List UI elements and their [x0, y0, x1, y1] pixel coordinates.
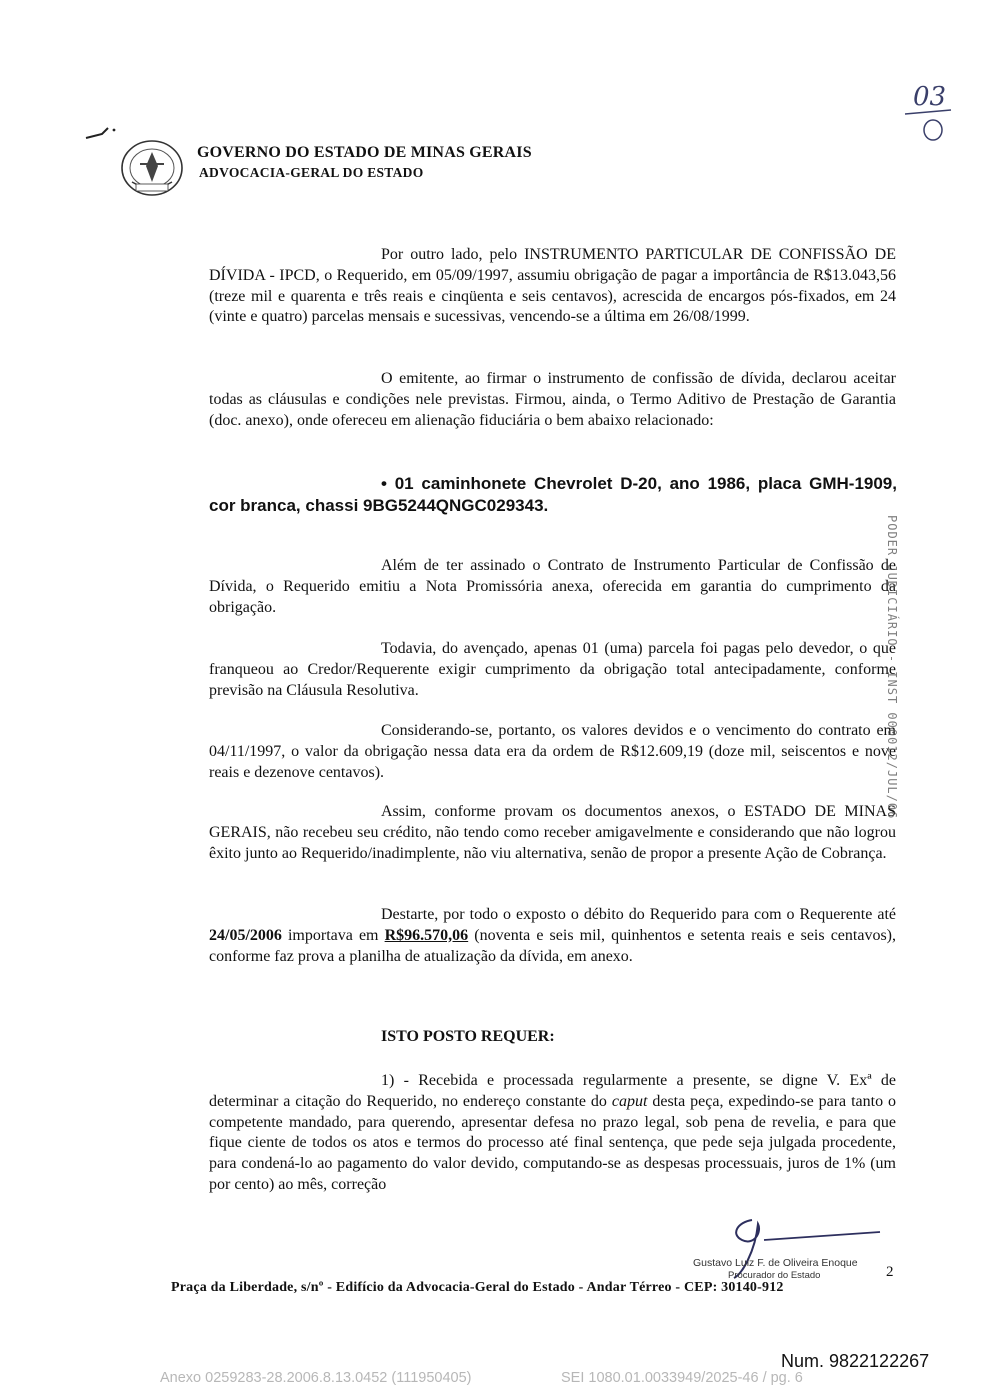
header-title: GOVERNO DO ESTADO DE MINAS GERAIS: [197, 144, 532, 161]
court-filing-stamp: PODER JUDICIÁRIO - INST 000012/JUL/06: [885, 515, 899, 820]
header-subtitle: ADVOCACIA-GERAL DO ESTADO: [199, 165, 424, 180]
paragraph-todavia: Todavia, do avençado, apenas 01 (uma) parcela foi pagas pelo devedor, o que franqueou ao Credor/Requerente exigir cumprimento da obrigação total antecipadamente, conforme previsão na Cláusula Resolutiva.: [209, 640, 896, 699]
footer-address: Praça da Liberdade, s/nº - Edifício da Advocacia-Geral do Estado - Andar Térreo - CEP: 30140-912: [171, 1280, 784, 1295]
paragraph-request-1: 1) - Recebida e processada regularmente a presente, se digne V. Exª de determinar a citação do Requerido, no endereço constante do caput desta peça, expedindo-se para tanto o competente mandado, para querendo, apresentar defesa no prazo legal, sob pena de revelia, e para que fique ciente de todos os atos e termos do processo até final sentença, que pede seja julgada procedente, para condená-lo ao pagamento do valor devido, computando-se as despesas processuais, juros de 1% (um por cento) ao mês, correção: [209, 1072, 897, 1193]
signer-role: Procurador do Estado: [728, 1270, 821, 1281]
paragraph-considerando: Considerando-se, portanto, os valores devidos e o vencimento do contrato em 04/11/1997, o valor da obrigação nessa data era da ordem de R$12.609,19 (doze mil, seiscentos e nove reais e dezenove centavos).: [209, 722, 896, 781]
collateral-item: • 01 caminhonete Chevrolet D-20, ano 1986, placa GMH-1909, cor branca, chassi 9BG5244QNGC029343.: [209, 474, 897, 515]
annex-reference: Anexo 0259283-28.2006.8.13.0452 (111950405): [160, 1370, 472, 1386]
document-number: Num. 9822122267: [781, 1351, 930, 1371]
sei-reference: SEI 1080.01.0033949/2025-46 / pg. 6: [561, 1370, 803, 1386]
debt-date: 24/05/2006: [209, 926, 282, 944]
paragraph-nota-promissoria: Além de ter assinado o Contrato de Instrumento Particular de Confissão de Dívida, o Requerido emitiu a Nota Promissória anexa, oferecida em garantia do cumprimento da obrigação.: [209, 557, 896, 616]
signer-name: Gustavo Luiz F. de Oliveira Enoque: [693, 1257, 858, 1269]
debt-amount: R$96.570,06: [384, 926, 469, 944]
state-seal-icon: [118, 138, 186, 198]
handwritten-page-mark: 03: [913, 82, 946, 112]
page-number: 2: [886, 1264, 894, 1280]
paragraph-assim: Assim, conforme provam os documentos anexos, o ESTADO DE MINAS GERAIS, não recebeu seu crédito, não tendo como receber amigavelmente e considerando que não logrou êxito junto ao Requerido/inadimplente, não viu alternativa, senão de propor a presente Ação de Cobrança.: [209, 803, 896, 862]
handwritten-fraction-icon: [903, 108, 963, 148]
paragraph-emitente: O emitente, ao firmar o instrumento de confissão de dívida, declarou aceitar todas as cláusulas e condições nele previstas. Firmou, ainda, o Termo Aditivo de Prestação de Garantia (doc. anexo), onde ofereceu em alienação fiduciária o bem abaixo relacionado:: [209, 370, 896, 429]
paragraph-ipcd: Por outro lado, pelo INSTRUMENTO PARTICULAR DE CONFISSÃO DE DÍVIDA - IPCD, o Requerido, em 05/09/1997, assumiu obrigação de pagar a importância de R$13.043,56 (treze mil e quarenta e três reais e cinqüenta e seis centavos), acrescida de encargos pós-fixados, em 24 (vinte e quatro) parcelas mensais e sucessivas, vencendo-se a última em 26/08/1999.: [209, 246, 896, 326]
section-title: ISTO POSTO REQUER:: [381, 1028, 555, 1045]
paragraph-destarte: Destarte, por todo o exposto o débito do Requerido para com o Requerente até 24/05/2006 importava em R$96.570,06 (noventa e seis mil, quinhentos e setenta reais e seis centavos), conforme faz prova a planilha de atualização da dívida, em anexo.: [209, 906, 897, 965]
